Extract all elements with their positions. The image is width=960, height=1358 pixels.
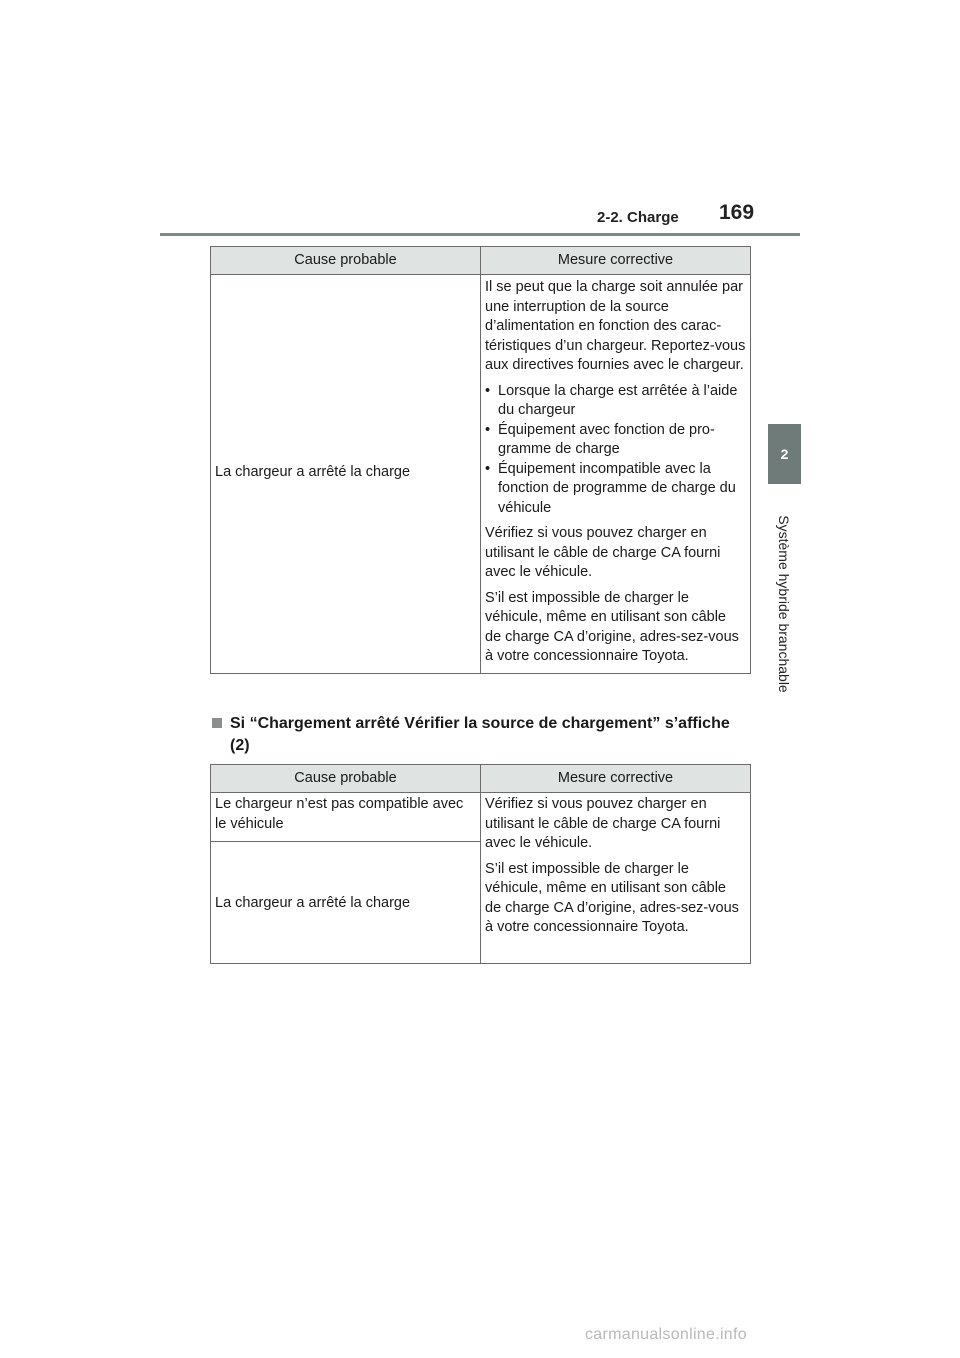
square-bullet-icon (212, 718, 222, 728)
measure-cell (481, 793, 751, 964)
table-header-row (211, 247, 751, 275)
measure-intro: Il se peut que la charge soit annulée par une interruption de la source d’alimentation en fonction des carac-téristiques d’un chargeur. Reportez-vous aux directives fournies avec le chargeur. (485, 279, 746, 373)
heading-text: Si “Chargement arrêté Vérifier la source de chargement” s’affiche (2) (230, 715, 730, 754)
table-row (211, 793, 751, 842)
chapter-label: Système hybride branchable (776, 515, 792, 693)
cause-cell: Le chargeur n’est pas compatible avec le véhicule (211, 793, 481, 842)
column-header-measure: Mesure corrective (481, 765, 751, 793)
list-item: • Équipement incompatible avec la fonction de programme de charge du véhicule (485, 460, 746, 519)
troubleshooting-table-1 (210, 246, 751, 674)
cause-cell: La chargeur a arrêté la charge (211, 842, 481, 964)
chapter-tab[interactable] (768, 424, 801, 484)
section-heading (212, 713, 732, 757)
troubleshooting-table-2 (210, 764, 751, 964)
list-item: • Équipement avec fonction de pro-gramme de charge (485, 421, 746, 460)
table-header-row (211, 765, 751, 793)
column-header-measure: Mesure corrective (481, 247, 751, 275)
chapter-number: 2 (780, 446, 789, 462)
watermark: carmanualsonline.info (585, 1326, 747, 1343)
column-header-cause: Cause probable (211, 247, 481, 275)
bullet-list (485, 382, 746, 519)
list-item: • Lorsque la charge est arrêtée à l’aide du chargeur (485, 382, 746, 421)
page-number: 169 (719, 201, 755, 224)
measure-contact: S’il est impossible de charger le véhicule, même en utilisant son câble de charge CA d’origine, adres-sez-vous à votre concessionnaire Toyota. (485, 860, 739, 935)
measure-contact: S’il est impossible de charger le véhicule, même en utilisant son câble de charge CA d’origine, adres-sez-vous à votre concessionnaire Toyota. (485, 589, 739, 664)
table-row (211, 275, 751, 674)
measure-check: Vérifiez si vous pouvez charger en utilisant le câble de charge CA fourni avec le véhicule. (485, 525, 721, 580)
section-title: 2-2. Charge (597, 209, 679, 226)
measure-cell (481, 275, 751, 674)
cause-cell: La chargeur a arrêté la charge (211, 275, 481, 674)
column-header-cause: Cause probable (211, 765, 481, 793)
header-divider (160, 233, 800, 236)
measure-check: Vérifiez si vous pouvez charger en utilisant le câble de charge CA fourni avec le véhicule. (485, 796, 721, 851)
